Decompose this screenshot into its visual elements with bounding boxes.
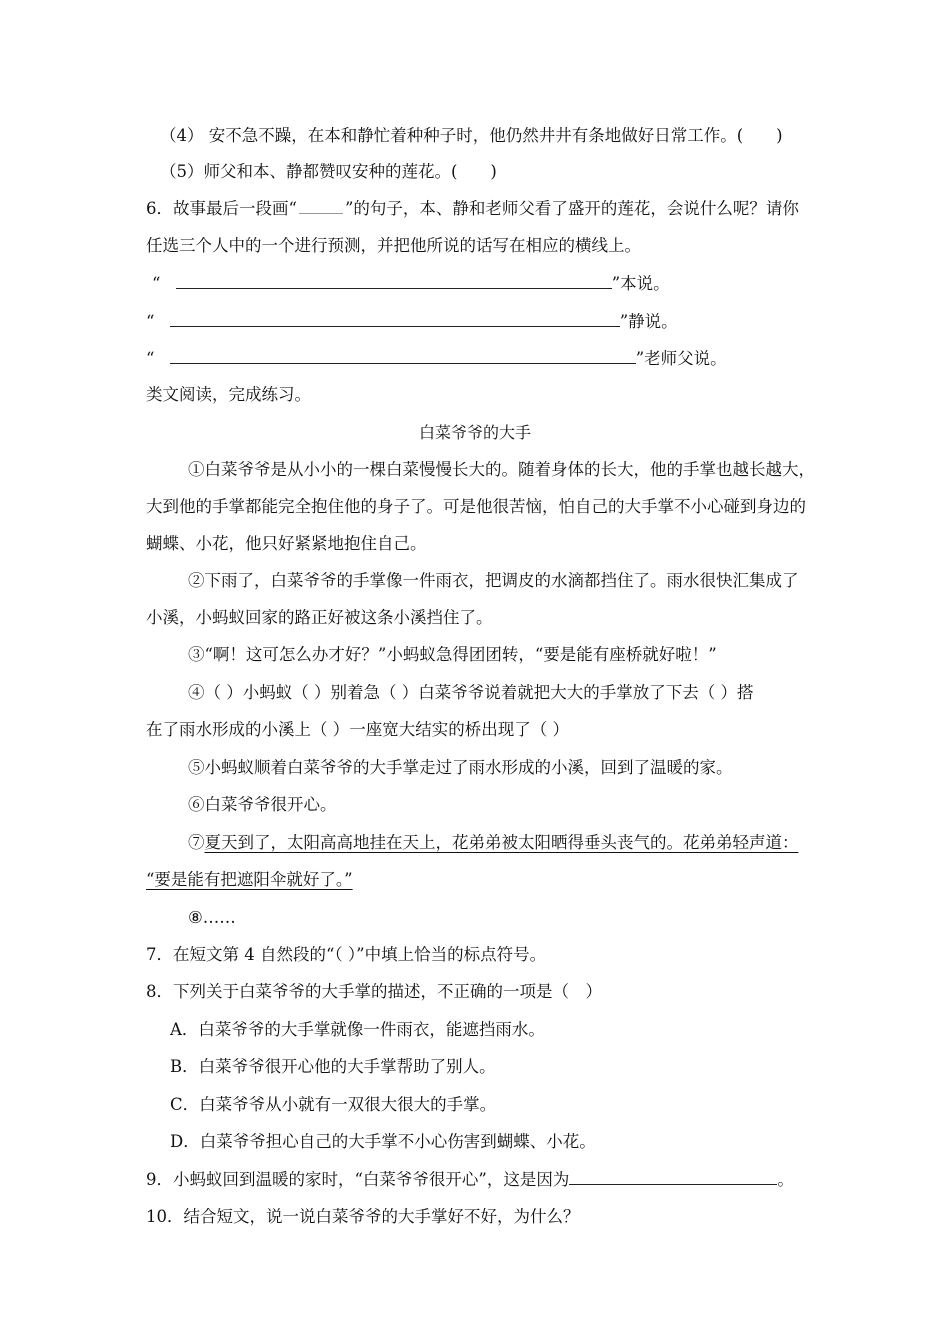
passage-p7-line-1 [188, 832, 799, 854]
q6-line-1-part-b: ”的句子，本、静和老师父看了盛开的莲花，会说什么呢？请你 [344, 199, 799, 218]
p7-underlined-quote: “要是能有把遮阳伞就好了。” [146, 870, 353, 889]
q9-suffix: 。 [777, 1170, 794, 1189]
q6-answer-ben [152, 272, 670, 295]
q7: 7．在短文第 4 自然段的“（ ）”中填上恰当的标点符号。 [146, 945, 547, 964]
passage-p1-line-1: ①白菜爷爷是从小小的一棵白菜慢慢长大的。随着身体的长大，他的手掌也越长越大， [188, 460, 815, 479]
q9-prefix: 9．小蚂蚁回到温暖的家时，“白菜爷爷很开心”，这是因为 [146, 1170, 570, 1189]
passage-p4-line-2: 在了雨水形成的小溪上（ ）一座宽大结实的桥出现了（ ） [146, 720, 569, 739]
q6-mark-blank [299, 199, 343, 214]
q9-answer-line[interactable] [569, 1168, 777, 1185]
q10: 10．结合短文，说一说白菜爷爷的大手掌好不好，为什么？ [146, 1207, 580, 1226]
open-quote: “ [152, 274, 161, 293]
passage-p3: ③“啊！这可怎么办才好？”小蚂蚁急得团团转，“要是能有座桥就好啦！” [188, 645, 717, 664]
q5-item-4: （4） 安不急不躁，在本和静忙着种种子时，他仍然井井有条地做好日常工作。( ) [160, 126, 783, 145]
answer-line-jing[interactable] [170, 310, 620, 327]
answer-suffix-master: ”老师父说。 [635, 349, 727, 368]
answer-line-ben[interactable] [176, 272, 612, 289]
q8-stem: 8．下列关于白菜爷爷的大手掌的描述，不正确的一项是（ ） [146, 982, 602, 1001]
q8-option-a[interactable]: A．白菜爷爷的大手掌就像一件雨衣，能遮挡雨水。 [170, 1020, 545, 1039]
passage-p2-line-1: ②下雨了，白菜爷爷的手掌像一件雨衣，把调皮的水滴都挡住了。雨水很快汇集成了 [188, 571, 799, 590]
passage-title: 白菜爷爷的大手 [418, 423, 531, 442]
answer-line-master[interactable] [170, 347, 636, 364]
p7-number: ⑦ [188, 833, 205, 852]
q6-answer-master [146, 347, 727, 370]
q8-option-c[interactable]: C．白菜爷爷从小就有一双很大很大的手掌。 [170, 1095, 497, 1114]
p7-underlined-text: 夏天到了，太阳高高地挂在天上，花弟弟被太阳晒得垂头丧气的。花弟弟轻声道： [204, 833, 799, 852]
passage-p7-line-2 [146, 869, 353, 891]
open-quote: “ [146, 349, 155, 368]
q6-line-1 [146, 198, 799, 220]
passage-p4-line-1: ④（ ）小蚂蚁（ ）别着急（ ）白菜爷爷说着就把大大的手掌放了下去（ ）搭 [188, 683, 754, 702]
passage-p1-line-3: 蝴蝶、小花，他只好紧紧地抱住自己。 [146, 534, 427, 553]
passage-p6: ⑥白菜爷爷很开心。 [188, 795, 337, 814]
answer-suffix-jing: ”静说。 [619, 312, 678, 331]
section-intro: 类文阅读，完成练习。 [146, 385, 311, 404]
q6-answer-jing [146, 310, 678, 333]
passage-p5: ⑤小蚂蚁顺着白菜爷爷的大手掌走过了雨水形成的小溪，回到了温暖的家。 [188, 758, 733, 777]
q8-option-b[interactable]: B．白菜爷爷很开心他的大手掌帮助了别人。 [170, 1057, 496, 1076]
open-quote: “ [146, 312, 155, 331]
q6-line-2: 任选三个人中的一个进行预测，并把他所说的话写在相应的横线上。 [146, 236, 641, 255]
passage-p2-line-2: 小溪，小蚂蚁回家的路正好被这条小溪挡住了。 [146, 608, 493, 627]
q5-item-5: （5）师父和本、静都赞叹安种的莲花。( ) [160, 162, 497, 181]
q9 [146, 1168, 794, 1191]
passage-p1-line-2: 大到他的手掌都能完全抱住他的身子了。可是他很苦恼，怕自己的大手掌不小心碰到身边的 [146, 497, 806, 516]
answer-suffix-ben: ”本说。 [611, 274, 670, 293]
passage-p8: ⑧…… [188, 908, 236, 927]
q8-option-d[interactable]: D．白菜爷爷担心自己的大手掌不小心伤害到蝴蝶、小花。 [170, 1132, 596, 1151]
q6-line-1-part-a: 6．故事最后一段画“ [146, 199, 297, 218]
